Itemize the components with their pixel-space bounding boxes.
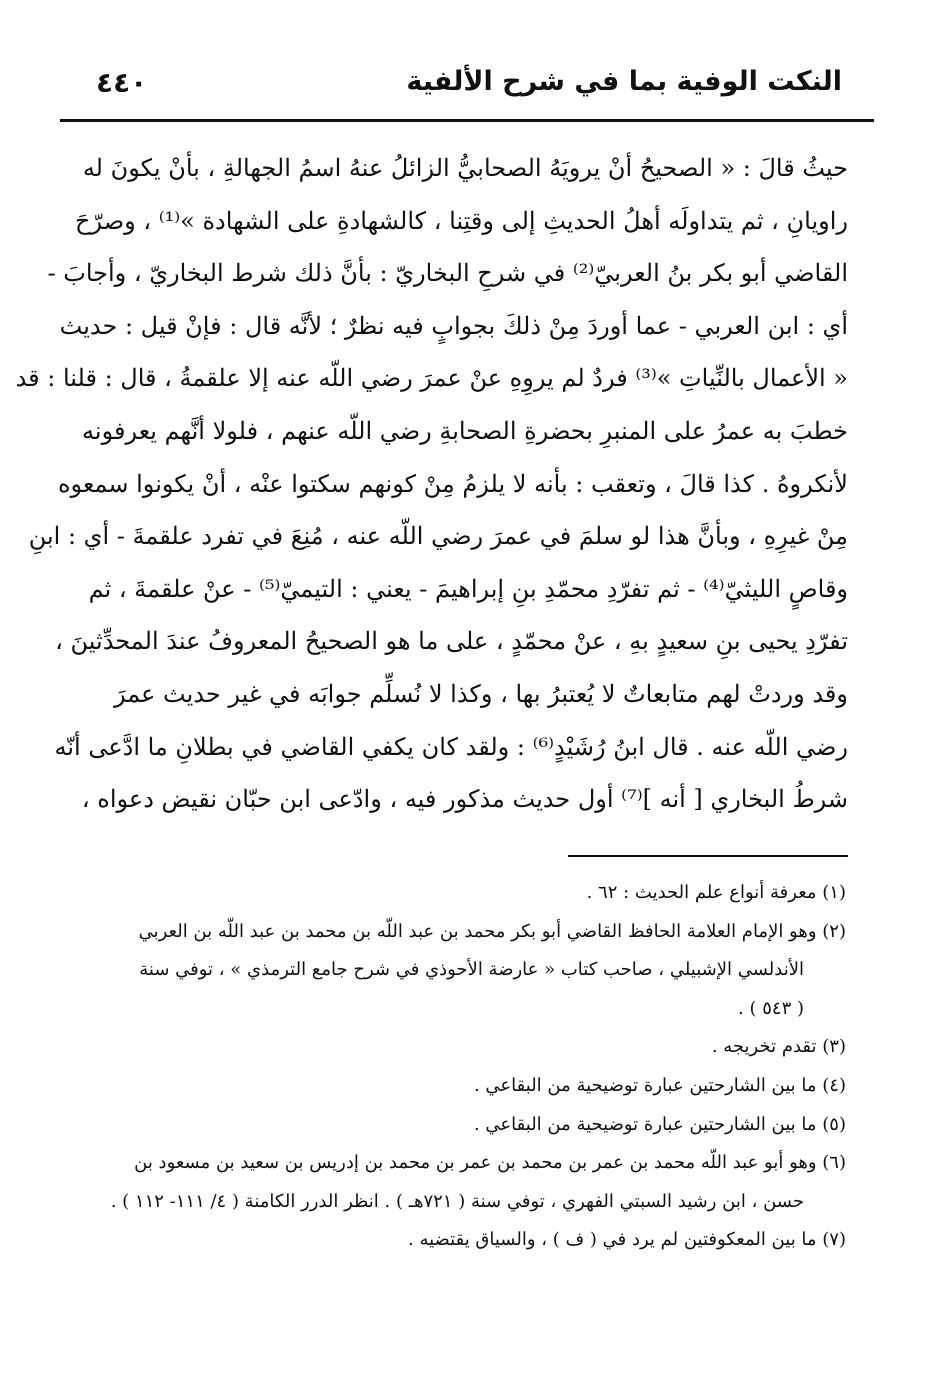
footnote-5: (٥) ما بين الشارحتين عبارة توضيحية من البقاعي . bbox=[473, 1113, 846, 1135]
text-line: القاضي أبو بكر بنُ العربيّ⁽²⁾ في شرحِ البخاريّ : بأنَّ ذلك شرط البخاريّ ، وأجابَ - bbox=[47, 259, 848, 288]
main-text bbox=[15, 142, 848, 826]
footnote-2-continuation: ( ٥٤٣ ) . bbox=[738, 997, 804, 1019]
footnote-2-continuation: الأندلسي الإشبيلي ، صاحب كتاب « عارضة الأحوذي في شرح جامع الترمذي » ، توفي سنة bbox=[139, 959, 804, 981]
footnote-6: (٦) وهو أبو عبد اللّه محمد بن عمر بن محمد بن عمر بن محمد بن إدريس بن سعيد بن مسعود بن bbox=[134, 1152, 846, 1174]
footnote-divider bbox=[568, 855, 848, 857]
text-line: « الأعمال بالنِّياتِ »⁽³⁾ فردٌ لم يروِهِ عنْ عمرَ رضي اللّه عنه إلا علقمةُ ، قال : قلنا : قد bbox=[15, 364, 848, 393]
footnote-1: (١) معرفة أنواع علم الحديث : ٦٢ . bbox=[586, 882, 846, 903]
footnotes bbox=[68, 874, 846, 1260]
text-line: وقد وردتْ لهم متابعاتٌ لا يُعتبرُ بها ، وكذا لا نُسلِّم جوابَه في غير حديث عمرَ bbox=[113, 679, 848, 708]
header-divider bbox=[60, 119, 874, 122]
text-line: لأنكروهُ . كذا قالَ ، وتعقب : بأنه لا يلزمُ مِنْ كونهم سكتوا عنْه ، أنْ يكونوا سمعوه bbox=[57, 469, 848, 498]
header-title: النكت الوفية بما في شرح الألفية bbox=[406, 66, 842, 97]
running-header bbox=[60, 62, 874, 118]
text-line: وقاصٍ الليثيّ⁽⁴⁾ - ثم تفرّدِ محمّدِ بنِ إبراهيمَ - يعني : التيميّ⁽⁵⁾ - عنْ علقمةَ ، ثم bbox=[88, 574, 848, 603]
text-line: رضي اللّه عنه . قال ابنُ رُشَيْدٍ⁽⁶⁾ : ولقد كان يكفي القاضي في بطلانِ ما ادَّعى أنّه bbox=[54, 732, 848, 761]
footnote-7: (٧) ما بين المعكوفتين لم يرد في ( ف ) ، والسياق يقتضيه . bbox=[408, 1229, 846, 1251]
text-line: مِنْ غيرِهِ ، وبأنَّ هذا لو سلمَ في عمرَ رضي اللّه عنه ، مُنِعَ في تفرد علقمةَ - أي : ابنِ bbox=[28, 522, 848, 551]
footnote-2: (٢) وهو الإمام العلامة الحافظ القاضي أبو بكر محمد بن عبد اللّه بن محمد بن عبد اللّه بن العربي bbox=[138, 920, 846, 942]
text-line: أي : ابن العربي - عما أوردَ مِنْ ذلكَ بجوابٍ فيه نظرٌ ؛ لأنَّه قال : فإنْ قيل : حديث bbox=[59, 311, 848, 340]
footnote-6-continuation: حسن ، ابن رشيد السبتي الفهري ، توفي سنة ( ٧٢١هـ ) . انظر الدرر الكامنة ( ٤/ ١١١- ١١٢ ) . bbox=[110, 1190, 804, 1212]
footnote-3: (٣) تقدم تخريجه . bbox=[711, 1036, 846, 1058]
text-line: تفرّدِ يحيى بنِ سعيدٍ بهِ ، عنْ محمّدٍ ، على ما هو الصحيحُ المعروفُ عندَ المحدِّثينَ ، bbox=[55, 627, 848, 656]
footnote-4: (٤) ما بين الشارحتين عبارة توضيحية من البقاعي . bbox=[473, 1074, 846, 1096]
text-line: حيثُ قالَ : « الصحيحُ أنْ يرويَهُ الصحابيُّ الزائلُ عنهُ اسمُ الجهالةِ ، بأنْ يكونَ له bbox=[82, 154, 848, 182]
page-number: ٤٤٠ bbox=[96, 66, 148, 99]
text-line: راويانِ ، ثم يتداولَه أهلُ الحديثِ إلى وقتِنا ، كالشهادةِ على الشهادة »⁽¹⁾ ، وصرّحَ bbox=[75, 206, 848, 235]
text-line: شرطُ البخاري [ أنه ]⁽⁷⁾ أول حديث مذكور فيه ، وادّعى ابن حبّان نقيض دعواه ، bbox=[81, 785, 848, 814]
text-line: خطبَ به عمرُ على المنبرِ بحضرةِ الصحابةِ رضي اللّه عنهم ، فلولا أنَّهم يعرفونه bbox=[82, 416, 848, 445]
